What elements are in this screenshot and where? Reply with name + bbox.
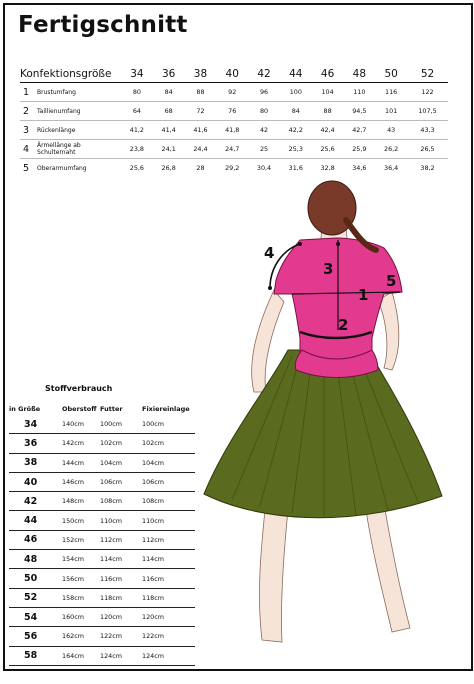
stoff-oberstoff: 144cm: [62, 453, 100, 472]
measure-value: 30,4: [256, 164, 272, 173]
marker-3: 3: [323, 260, 334, 278]
stoff-size: 54: [9, 607, 62, 626]
measure-value: 43,3: [420, 126, 435, 134]
stoff-futter: 124cm: [100, 646, 142, 665]
stoff-oberstoff: 156cm: [62, 569, 100, 588]
stoff-futter: 104cm: [100, 453, 142, 472]
stoff-oberstoff: 140cm: [62, 415, 100, 434]
stoff-fixiereinlage: 106cm: [142, 472, 195, 491]
stoff-row: [9, 646, 195, 665]
stoff-header: Futter: [100, 404, 123, 413]
stoff-futter: 122cm: [100, 627, 142, 646]
stoff-futter: 120cm: [100, 607, 142, 626]
stoff-oberstoff: 152cm: [62, 530, 100, 549]
stoff-header: in Größe: [9, 404, 41, 413]
stoff-row: [9, 492, 195, 511]
stoff-row: [9, 434, 195, 453]
page-title: Fertigschnitt: [18, 12, 188, 38]
stoff-size: 56: [9, 627, 62, 646]
measure-value: 68: [164, 107, 173, 115]
measure-value: 26,5: [420, 145, 435, 153]
size-row: [20, 140, 448, 159]
measure-value: 25,3: [288, 145, 303, 153]
size-col-header: 48: [352, 68, 367, 80]
stoff-fixiereinlage: 114cm: [142, 550, 195, 569]
stoff-row: [9, 569, 195, 588]
size-col-header: 50: [384, 68, 398, 80]
measure-name: Rückenlänge: [37, 126, 76, 134]
stoff-futter: 116cm: [100, 569, 142, 588]
stoff-futter: 100cm: [100, 415, 142, 434]
stoff-futter: 108cm: [100, 492, 142, 511]
measure-value: 25,9: [352, 145, 367, 153]
measure-value: 42,4: [320, 126, 335, 134]
stoff-row: [9, 415, 195, 434]
marker-5: 5: [386, 272, 397, 290]
measure-value: 25,6: [320, 145, 335, 153]
size-col-header: 46: [320, 68, 335, 80]
measure-value: 116: [385, 88, 398, 96]
measure-value: 42,2: [288, 126, 303, 134]
size-col-header: 52: [420, 68, 435, 80]
stoff-size: 34: [9, 415, 62, 434]
marker-4: 4: [264, 244, 275, 262]
measure-name: Oberarmumfang: [37, 164, 87, 172]
stoff-oberstoff: 148cm: [62, 492, 100, 511]
size-table-body: [20, 83, 448, 178]
size-col-header: 44: [289, 68, 303, 80]
stoff-fixiereinlage: 118cm: [142, 588, 195, 607]
measure-value: 24,7: [225, 145, 240, 153]
stoff-futter: 106cm: [100, 472, 142, 491]
marker-2: 2: [338, 316, 349, 334]
stoff-oberstoff: 162cm: [62, 627, 100, 646]
measure-value: 96: [259, 88, 269, 96]
stoff-row: [9, 511, 195, 530]
stoff-fixiereinlage: 124cm: [142, 646, 195, 665]
measure-value: 88: [323, 107, 332, 115]
stoff-oberstoff: 142cm: [62, 434, 100, 453]
stoff-table-body: [9, 415, 195, 665]
size-row: [20, 121, 448, 140]
stoff-futter: 110cm: [100, 511, 142, 530]
stoff-oberstoff: 160cm: [62, 607, 100, 626]
stoff-size: 52: [9, 588, 62, 607]
stoff-fixiereinlage: 102cm: [142, 434, 195, 453]
stoff-fixiereinlage: 116cm: [142, 569, 195, 588]
measure-value: 38,2: [420, 164, 435, 173]
stoff-fixiereinlage: 112cm: [142, 530, 195, 549]
row-number: 3: [23, 124, 30, 136]
stoff-row: [9, 550, 195, 569]
measure-name: Taillienumfang: [37, 107, 81, 115]
stoff-fixiereinlage: 122cm: [142, 627, 195, 646]
measure-value: 92: [228, 88, 237, 96]
stoff-futter: 112cm: [100, 530, 142, 549]
size-col-header: 36: [161, 68, 176, 80]
measure-value: 94,5: [352, 107, 367, 115]
stoff-futter: 114cm: [100, 550, 142, 569]
measure-value: 41,2: [129, 126, 144, 134]
measure-value: 88: [196, 88, 205, 96]
measure-value: 32,8: [320, 164, 335, 173]
stoff-size: 38: [9, 453, 62, 472]
stoff-size: 58: [9, 646, 62, 665]
stoff-table: [9, 402, 195, 666]
measure-value: 64: [132, 107, 141, 115]
stoff-futter: 102cm: [100, 434, 142, 453]
stoff-size: 42: [9, 492, 62, 511]
measure-value: 29,2: [225, 164, 240, 173]
stoff-row: [9, 607, 195, 626]
size-col-header: 42: [257, 68, 271, 80]
stoff-fixiereinlage: 110cm: [142, 511, 195, 530]
stoff-row: [9, 472, 195, 491]
measure-value: 34,6: [352, 164, 367, 173]
stoff-fixiereinlage: 100cm: [142, 415, 195, 434]
stoff-row: [9, 627, 195, 646]
size-row: [20, 83, 448, 102]
measure-value: 25: [259, 145, 269, 153]
left-leg: [259, 500, 288, 642]
measure-value: 25,6: [129, 164, 144, 173]
row-number: 4: [23, 143, 30, 155]
measure-value: 23,8: [129, 145, 144, 153]
measure-name: Ärmellänge ab Schulternaht: [37, 142, 81, 156]
measure-name: Brustumfang: [37, 88, 76, 96]
stoff-futter: 118cm: [100, 588, 142, 607]
stoff-row: [9, 453, 195, 472]
measure-value: 72: [196, 107, 205, 115]
size-col-header: 38: [193, 68, 208, 80]
measure-value: 41,8: [225, 126, 240, 134]
stoff-size: 48: [9, 550, 62, 569]
measure-value: 84: [291, 107, 300, 115]
stoff-oberstoff: 164cm: [62, 646, 100, 665]
stoff-oberstoff: 154cm: [62, 550, 100, 569]
stoff-size: 44: [9, 511, 62, 530]
marker-1: 1: [358, 286, 369, 304]
row-number: 2: [23, 105, 30, 117]
measure-value: 26,8: [161, 164, 176, 173]
measure-value: 100: [289, 88, 302, 96]
measure-value: 104: [321, 88, 334, 96]
stoff-row: [9, 530, 195, 549]
measure-value: 110: [353, 88, 366, 96]
measure-value: 41,4: [161, 126, 176, 134]
measure-value: 41,6: [193, 126, 208, 134]
size-col-header: 40: [225, 68, 239, 80]
measure-value: 24,4: [193, 145, 208, 153]
stoff-fixiereinlage: 104cm: [142, 453, 195, 472]
right-leg: [366, 504, 410, 632]
measure-value: 84: [164, 88, 173, 96]
measure-value: 36,4: [384, 164, 399, 173]
stoff-fixiereinlage: 120cm: [142, 607, 195, 626]
measure-value: 76: [228, 107, 237, 115]
stoff-size: 36: [9, 434, 62, 453]
stoff-oberstoff: 158cm: [62, 588, 100, 607]
stoff-header: Oberstoff: [62, 404, 97, 413]
measure-value: 26,2: [384, 145, 399, 153]
size-table: [20, 66, 448, 178]
measure-value: 43: [387, 126, 396, 134]
stoff-oberstoff: 146cm: [62, 472, 100, 491]
stoff-size: 46: [9, 530, 62, 549]
measure-value: 80: [132, 88, 141, 96]
row-number: 1: [23, 86, 30, 98]
size-header-label: Konfektionsgröße: [20, 68, 112, 80]
measure-value: 122: [421, 88, 434, 96]
row-number: 5: [23, 162, 30, 174]
measure-value: 42: [259, 126, 269, 134]
measure-value: 107,5: [418, 107, 437, 115]
measure-value: 101: [385, 107, 398, 115]
measure-value: 80: [259, 107, 269, 115]
stoff-row: [9, 588, 195, 607]
size-col-header: 34: [130, 68, 144, 80]
stoff-oberstoff: 150cm: [62, 511, 100, 530]
measure-value: 31,6: [288, 164, 303, 173]
measure-value: 42,7: [352, 126, 367, 134]
size-row: [20, 102, 448, 121]
stoff-fixiereinlage: 108cm: [142, 492, 195, 511]
stoff-size: 50: [9, 569, 62, 588]
stoff-title: Stoffverbrauch: [45, 384, 113, 393]
stoff-size: 40: [9, 472, 62, 491]
measure-value: 24,1: [161, 145, 176, 153]
measure-value: 28: [196, 164, 205, 173]
stoff-header: Fixiereinlage: [142, 404, 190, 413]
dirndl-illustration: [196, 170, 458, 660]
